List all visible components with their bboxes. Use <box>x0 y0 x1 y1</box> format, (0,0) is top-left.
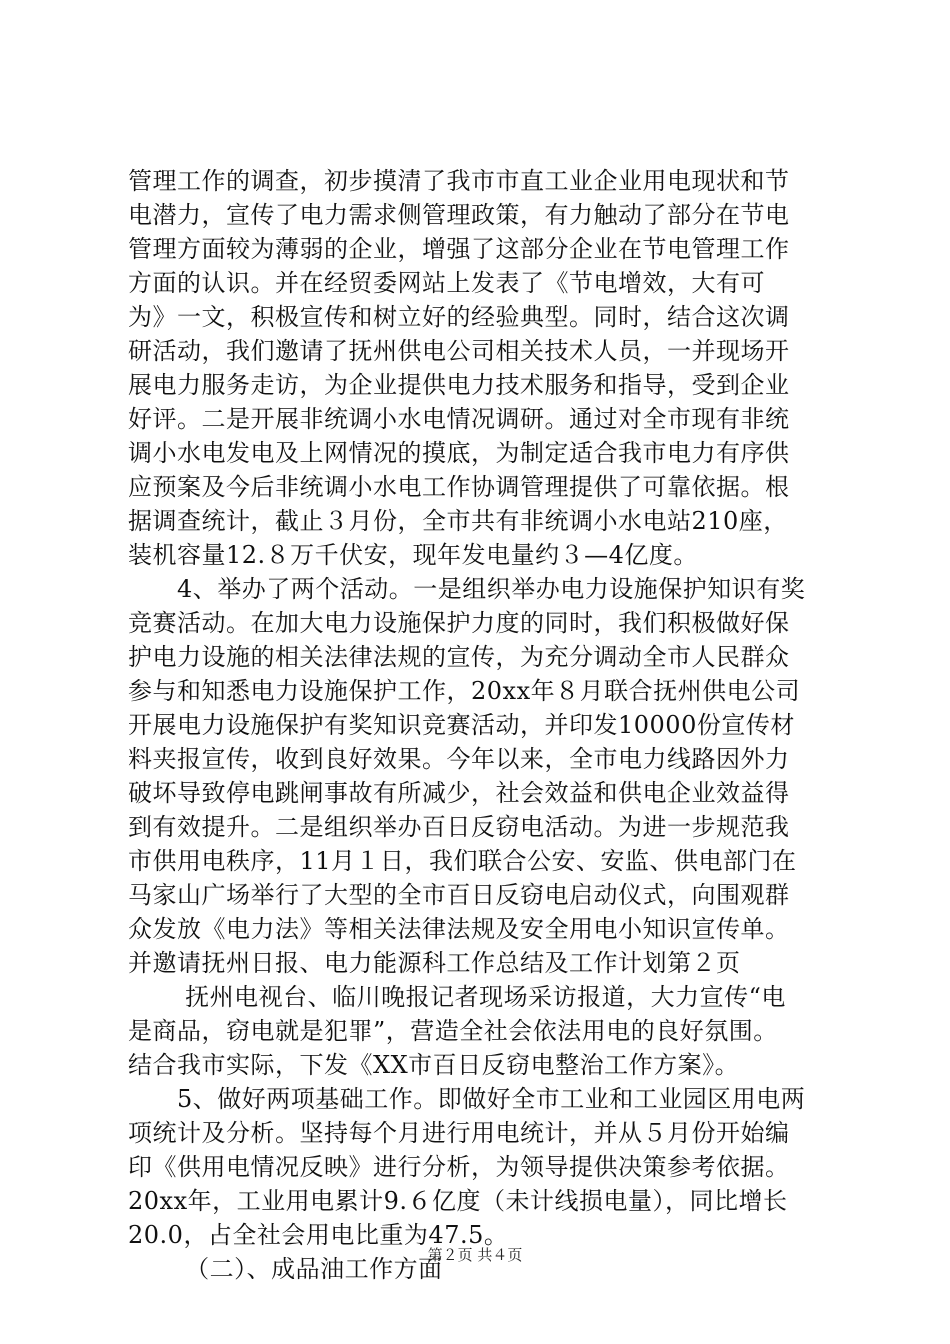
paragraph-line: 并邀请抚州日报、电力能源科工作总结及工作计划第２页 <box>128 949 741 977</box>
paragraph-line: 是商品，窃电就是犯罪”，营造全社会依法用电的良好氛围。 <box>128 1017 778 1045</box>
paragraph-line: 展电力服务走访，为企业提供电力技术服务和指导，受到企业 <box>128 371 790 399</box>
paragraph-line: 竞赛活动。在加大电力设施保护力度的同时，我们积极做好保 <box>128 609 790 637</box>
body-text <box>128 164 838 1286</box>
paragraph-line: 马家山广场举行了大型的全市百日反窃电启动仪式，向围观群 <box>128 881 790 909</box>
paragraph-line: 印《供用电情况反映》进行分析，为领导提供决策参考依据。 <box>128 1153 790 1181</box>
paragraph-line: 抚州电视台、临川晚报记者现场采访报道，大力宣传“电 <box>128 983 786 1011</box>
paragraph-line: 电潜力，宣传了电力需求侧管理政策，有力触动了部分在节电 <box>128 201 790 229</box>
paragraph-line: 参与和知悉电力设施保护工作，20xx年８月联合抚州供电公司 <box>128 677 801 705</box>
paragraph-line: 料夹报宣传，收到良好效果。今年以来，全市电力线路因外力 <box>128 745 790 773</box>
paragraph-line: 破坏导致停电跳闸事故有所减少，社会效益和供电企业效益得 <box>128 779 790 807</box>
paragraph-line: 到有效提升。二是组织举办百日反窃电活动。为进一步规范我 <box>128 813 790 841</box>
paragraph-line: 好评。二是开展非统调小水电情况调研。通过对全市现有非统 <box>128 405 790 433</box>
paragraph-line: 据调查统计，截止３月份，全市共有非统调小水电站210座， <box>128 507 788 535</box>
paragraph-line: 20xx年，工业用电累计9.６亿度（未计线损电量），同比增长 <box>128 1187 788 1215</box>
paragraph-line: 市供用电秩序，11月１日，我们联合公安、安监、供电部门在 <box>128 847 797 875</box>
paragraph-line: （二）、成品油工作方面 <box>128 1255 443 1283</box>
paragraph-line: 为》一文，积极宣传和树立好的经验典型。同时，结合这次调 <box>128 303 790 331</box>
paragraph-line: 调小水电发电及上网情况的摸底，为制定适合我市电力有序供 <box>128 439 790 467</box>
paragraph-line: 结合我市实际，下发《XX市百日反窃电整治工作方案》。 <box>128 1051 740 1079</box>
paragraph-line: 护电力设施的相关法律法规的宣传，为充分调动全市人民群众 <box>128 643 790 671</box>
paragraph-line: 管理工作的调查，初步摸清了我市市直工业企业用电现状和节 <box>128 167 790 195</box>
paragraph-line: 应预案及今后非统调小水电工作协调管理提供了可靠依据。根 <box>128 473 790 501</box>
paragraph-line: 20.0，占全社会用电比重为47.5。 <box>128 1221 509 1249</box>
paragraph-line: 众发放《电力法》等相关法律法规及安全用电小知识宣传单。 <box>128 915 790 943</box>
paragraph-line: 开展电力设施保护有奖知识竞赛活动，并印发10000份宣传材 <box>128 711 795 739</box>
paragraph-line: 项统计及分析。坚持每个月进行用电统计，并从５月份开始编 <box>128 1119 790 1147</box>
paragraph-line: 4、举办了两个活动。一是组织举办电力设施保护知识有奖 <box>128 575 806 603</box>
paragraph-line: 5、做好两项基础工作。即做好全市工业和工业园区用电两 <box>128 1085 806 1113</box>
paragraph-line: 装机容量12.８万千伏安，现年发电量约３—4亿度。 <box>128 541 698 569</box>
paragraph-line: 方面的认识。并在经贸委网站上发表了《节电增效，大有可 <box>128 269 765 297</box>
paragraph-line: 管理方面较为薄弱的企业，增强了这部分企业在节电管理工作 <box>128 235 790 263</box>
page-footer: 第２页 共４页 <box>427 1246 523 1264</box>
paragraph-line: 研活动，我们邀请了抚州供电公司相关技术人员，一并现场开 <box>128 337 790 365</box>
